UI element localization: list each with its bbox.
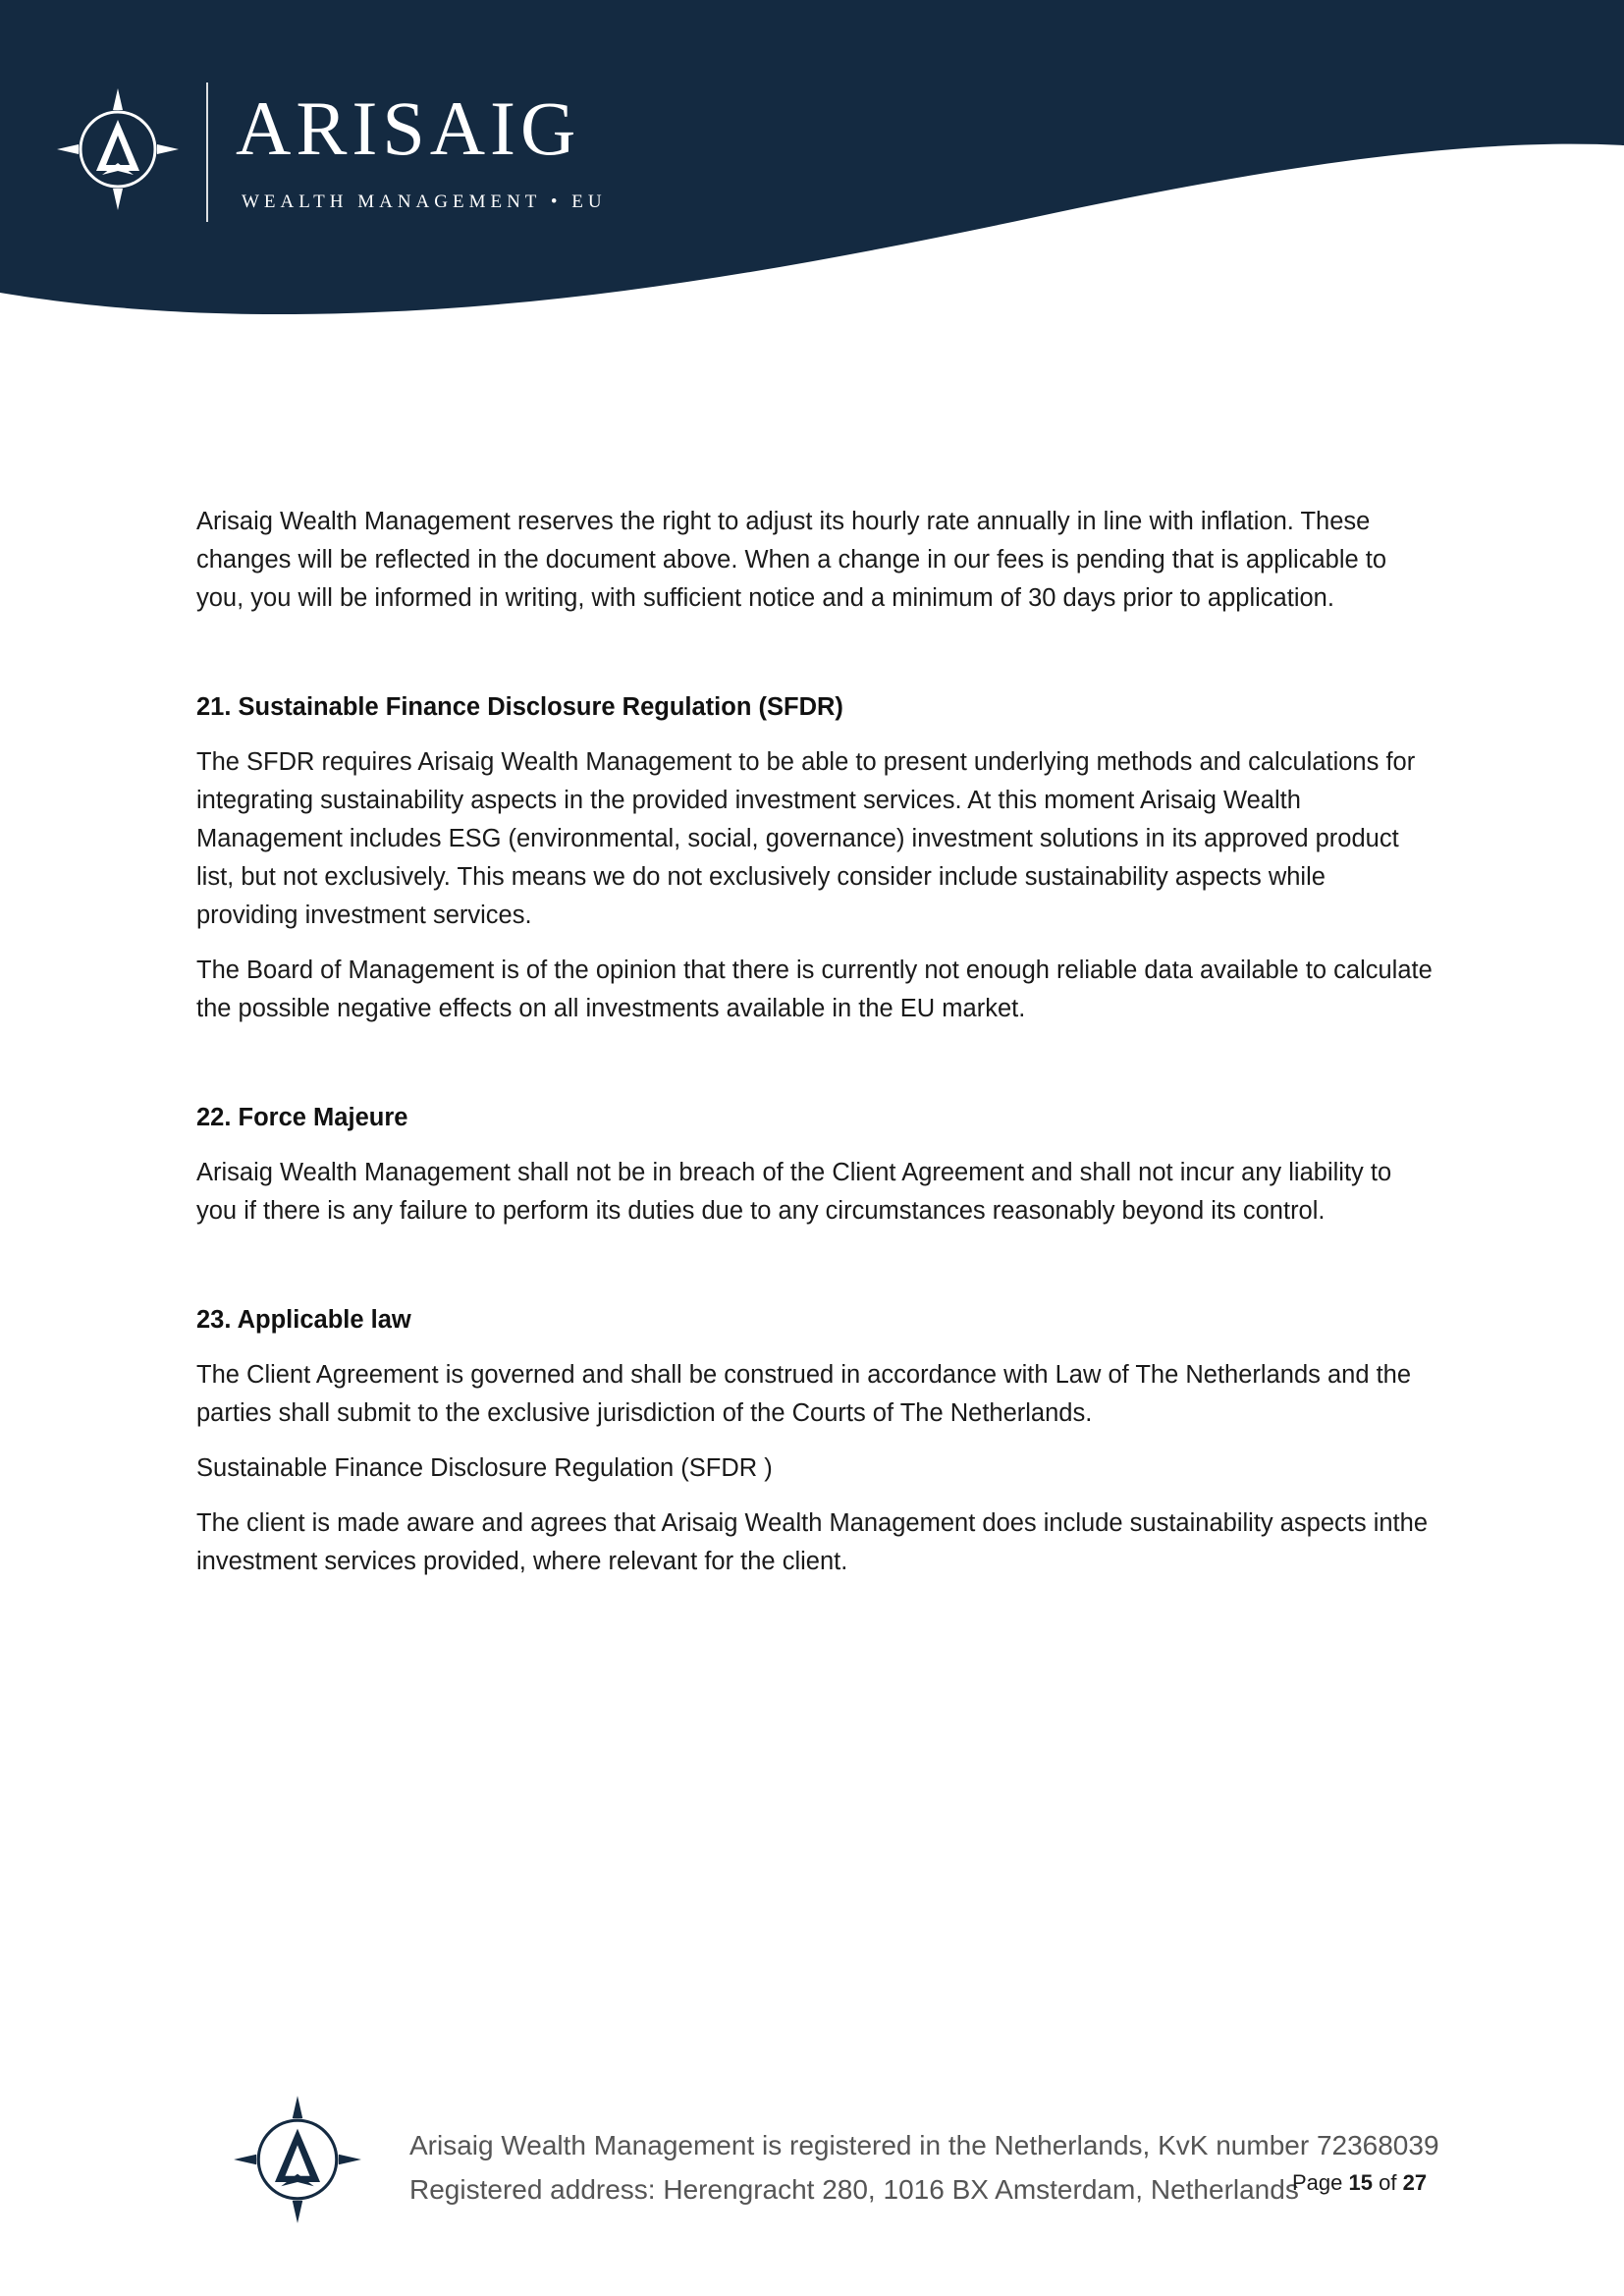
brand-name: ARISAIG [236, 85, 581, 171]
page-label: Page [1292, 2170, 1343, 2195]
section-heading-sfdr: 21. Sustainable Finance Disclosure Regulation (SFDR) [196, 693, 843, 721]
compass-mountain-icon [232, 2094, 363, 2225]
intro-paragraph: Arisaig Wealth Management reserves the right to adjust its hourly rate annually in line with inflation. These changes will be reflected in the document above. When a change in our fees is pending that is applicable to you, you will be informed in writing, with sufficient notice and a minimum of 30 days prior to application. [196, 508, 1387, 612]
page-number [1292, 2170, 1427, 2196]
page-current: 15 [1348, 2170, 1373, 2195]
compass-mountain-icon [55, 86, 181, 212]
paragraph: The client is made aware and agrees that Arisaig Wealth Management does include sustainability aspects inthe investment services provided, where relevant for the client. [196, 1509, 1428, 1575]
page-of: of [1379, 2170, 1397, 2195]
logo-divider [206, 82, 208, 222]
brand-subtitle: WEALTH MANAGEMENT • EU [242, 191, 607, 212]
footer-line-2: Registered address: Herengracht 280, 1016 BX Amsterdam, Netherlands [409, 2174, 1299, 2205]
paragraph: The SFDR requires Arisaig Wealth Management to be able to present underlying methods and calculations for integrating sustainability aspects in the provided investment services. At this moment Arisaig Wealth Management includes ESG (environmental, social, governance) investment solutions in its approved product list, but not exclusively. This means we do not exclusively consider include sustainability aspects while providing investment services. [196, 748, 1416, 929]
paragraph: Sustainable Finance Disclosure Regulation (SFDR ) [196, 1454, 773, 1482]
page-total: 27 [1402, 2170, 1428, 2195]
footer-line-1: Arisaig Wealth Management is registered in the Netherlands, KvK number 72368039 [409, 2130, 1439, 2160]
page-header [0, 0, 1624, 324]
paragraph: The Client Agreement is governed and shall be construed in accordance with Law of The Netherlands and the parties shall submit to the exclusive jurisdiction of the Courts of The Netherlands. [196, 1361, 1412, 1427]
paragraph: Arisaig Wealth Management shall not be in breach of the Client Agreement and shall not incur any liability to you if there is any failure to perform its duties due to any circumstances reasonably beyond its control. [196, 1159, 1392, 1225]
paragraph: The Board of Management is of the opinion that there is currently not enough reliable data available to calculate the possible negative effects on all investments available in the EU market. [196, 957, 1433, 1022]
footer-registration [409, 2123, 1439, 2212]
document-body [196, 503, 1434, 1581]
section-heading-applicable-law: 23. Applicable law [196, 1306, 411, 1334]
section-heading-force-majeure: 22. Force Majeure [196, 1104, 408, 1131]
